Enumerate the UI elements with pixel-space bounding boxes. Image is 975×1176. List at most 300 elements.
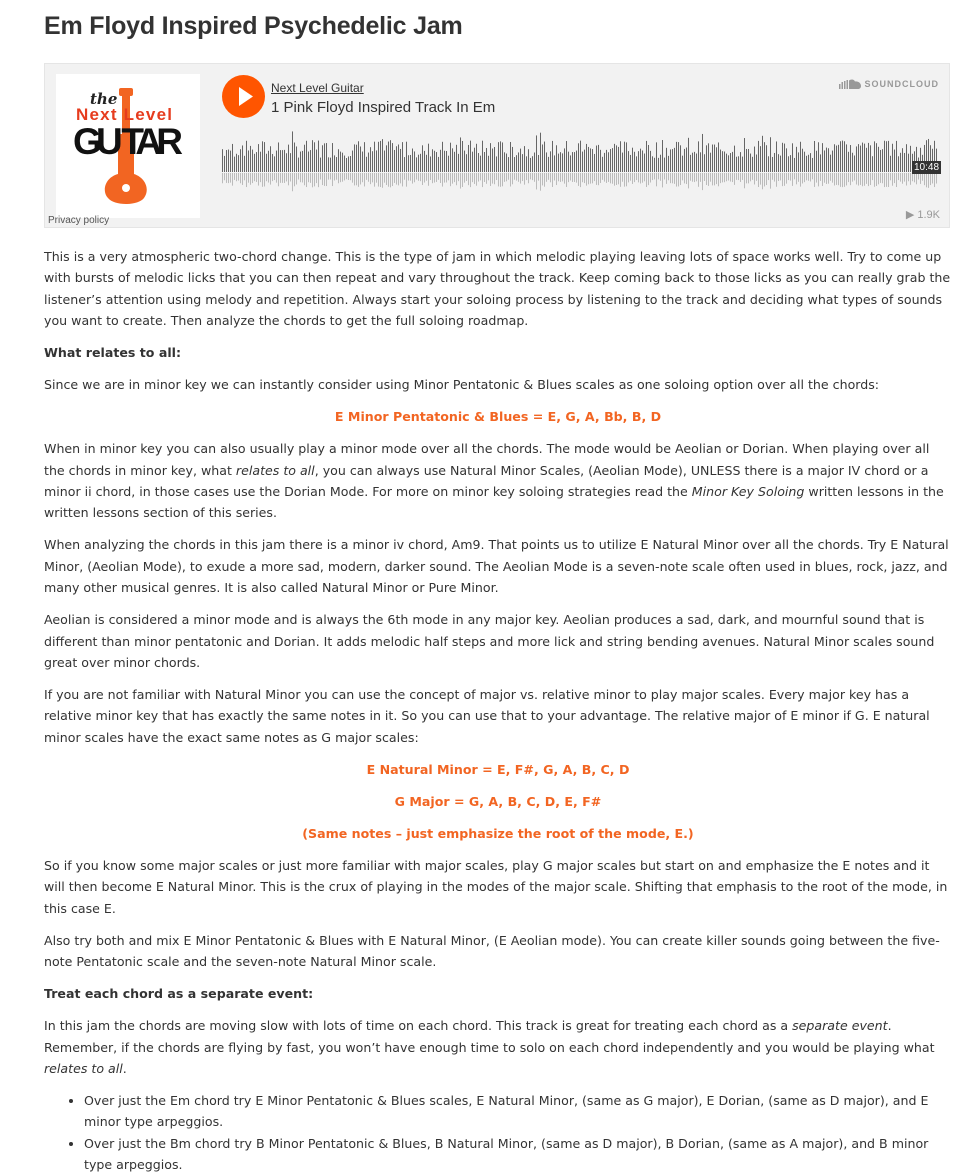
waveform[interactable]: [222, 128, 942, 192]
waveform-bar: [616, 145, 617, 172]
waveform-reflection-bar: [618, 173, 619, 184]
waveform-bar: [448, 156, 449, 172]
waveform-reflection-bar: [448, 173, 449, 180]
waveform-reflection-bar: [828, 173, 829, 184]
waveform-reflection-bar: [608, 173, 609, 182]
waveform-reflection-bar: [822, 173, 823, 186]
waveform-bar: [834, 144, 835, 172]
waveform-reflection-bar: [404, 173, 405, 180]
waveform-reflection-bar: [456, 173, 457, 185]
waveform-reflection-bar: [480, 173, 481, 180]
waveform-reflection-bar: [282, 173, 283, 183]
waveform-bar: [310, 150, 311, 172]
waveform-bar: [842, 141, 843, 172]
waveform-reflection-bar: [746, 173, 747, 183]
waveform-reflection-bar: [630, 173, 631, 181]
waveform-bar: [284, 150, 285, 172]
waveform-bar: [492, 149, 493, 172]
waveform-bar: [436, 152, 437, 172]
waveform-reflection-bar: [824, 173, 825, 183]
waveform-bar: [382, 139, 383, 172]
waveform-reflection-bar: [536, 173, 537, 189]
track-artwork[interactable]: [56, 74, 200, 218]
waveform-reflection-bar: [576, 173, 577, 183]
waveform-reflection-bar: [852, 173, 853, 182]
waveform-reflection-bar: [868, 173, 869, 186]
waveform-reflection-bar: [336, 173, 337, 180]
waveform-reflection-bar: [834, 173, 835, 185]
waveform-bar: [402, 142, 403, 172]
waveform-bar: [778, 154, 779, 172]
soundcloud-icon: [839, 79, 861, 89]
waveform-bar: [446, 151, 447, 172]
waveform-reflection-bar: [740, 173, 741, 182]
waveform-bar: [314, 142, 315, 172]
waveform-bar: [588, 147, 589, 172]
waveform-reflection-bar: [236, 173, 237, 181]
list-item: • Over just the Em chord try E Minor Pentatonic & Blues scales, E Natural Minor, (same as G major), E Dorian, (same as D major), and E minor type arpeggios.: [84, 1090, 952, 1133]
waveform-bar: [558, 154, 559, 172]
waveform-bar: [566, 141, 567, 172]
waveform-bar: [784, 144, 785, 172]
waveform-bar: [598, 145, 599, 172]
waveform-bar: [626, 142, 627, 172]
waveform-bar: [674, 148, 675, 172]
waveform-bar: [848, 152, 849, 172]
waveform-reflection-bar: [460, 173, 461, 189]
waveform-bar: [732, 152, 733, 172]
waveform-reflection-bar: [668, 173, 669, 180]
waveform-bar: [736, 157, 737, 172]
waveform-bar: [860, 146, 861, 172]
waveform-bar: [652, 156, 653, 172]
waveform-reflection-bar: [352, 173, 353, 183]
waveform-reflection-bar: [324, 173, 325, 186]
waveform-reflection-bar: [908, 173, 909, 181]
waveform-reflection-bar: [854, 173, 855, 180]
waveform-reflection-bar: [726, 173, 727, 181]
waveform-reflection-bar: [848, 173, 849, 182]
waveform-bar: [496, 156, 497, 172]
waveform-reflection-bar: [372, 173, 373, 182]
waveform-bar: [854, 155, 855, 172]
waveform-reflection-bar: [224, 173, 225, 180]
waveform-bar: [530, 158, 531, 172]
waveform-bar: [244, 156, 245, 172]
waveform-reflection-bar: [382, 173, 383, 188]
waveform-reflection-bar: [244, 173, 245, 180]
waveform-bar: [274, 156, 275, 172]
waveform-bar: [372, 151, 373, 172]
waveform-reflection-bar: [936, 173, 937, 184]
waveform-reflection-bar: [620, 173, 621, 187]
waveform-bar: [480, 156, 481, 172]
waveform-reflection-bar: [420, 173, 421, 181]
waveform-reflection-bar: [704, 173, 705, 181]
soundcloud-logo[interactable]: [839, 79, 940, 89]
waveform-reflection-bar: [752, 173, 753, 180]
waveform-bar: [840, 141, 841, 172]
waveform-reflection-bar: [408, 173, 409, 181]
waveform-bar: [792, 143, 793, 172]
waveform-bar: [246, 141, 247, 172]
text-span: , you can always use Natural Minor Scales, (Aeolian Mode), UNLESS there is a major IV chord or a minor ii chord, in those cases use the Dorian Mode. For more on minor key soloing strategies read the: [44, 462, 929, 500]
waveform-reflection-bar: [286, 173, 287, 181]
waveform-reflection-bar: [364, 173, 365, 186]
waveform-reflection-bar: [876, 173, 877, 186]
paragraph: Since we are in minor key we can instantly consider using Minor Pentatonic & Blues scales as one soloing option over all the chords:: [44, 377, 880, 393]
waveform-reflection-bar: [732, 173, 733, 182]
waveform-bar: [506, 154, 507, 172]
waveform-reflection-bar: [882, 173, 883, 183]
waveform-bar: [586, 144, 587, 172]
waveform-reflection-bar: [388, 173, 389, 187]
waveform-bar: [342, 153, 343, 172]
waveform-reflection-bar: [720, 173, 721, 183]
waveform-reflection-bar: [716, 173, 717, 184]
waveform-bar: [278, 142, 279, 172]
waveform-bar: [724, 152, 725, 172]
waveform-bar: [878, 147, 879, 172]
waveform-bar: [228, 150, 229, 172]
waveform-reflection-bar: [656, 173, 657, 186]
waveform-reflection-bar: [860, 173, 861, 185]
waveform-bar: [890, 156, 891, 172]
waveform-bar: [500, 141, 501, 172]
waveform-reflection-bar: [856, 173, 857, 184]
waveform-bar: [282, 150, 283, 172]
waveform-reflection-bar: [316, 173, 317, 183]
waveform-bar: [866, 148, 867, 172]
waveform-reflection-bar: [326, 173, 327, 186]
waveform-bar: [330, 158, 331, 172]
waveform-bar: [264, 142, 265, 172]
waveform-reflection-bar: [714, 173, 715, 185]
waveform-bar: [498, 142, 499, 172]
waveform-bar: [738, 156, 739, 172]
artist-link[interactable]: Next Level Guitar: [271, 81, 364, 95]
waveform-reflection-bar: [702, 173, 703, 190]
waveform-reflection-bar: [734, 173, 735, 185]
waveform-reflection-bar: [532, 173, 533, 180]
waveform-bar: [694, 152, 695, 172]
waveform-bar: [650, 151, 651, 172]
waveform-reflection-bar: [294, 173, 295, 186]
waveform-bar: [544, 142, 545, 172]
waveform-reflection-bar: [796, 173, 797, 184]
waveform-reflection-bar: [718, 173, 719, 186]
track-title[interactable]: 1 Pink Floyd Inspired Track In Em: [271, 99, 496, 116]
waveform-bar: [356, 145, 357, 172]
waveform-reflection-bar: [682, 173, 683, 180]
waveform-bar: [678, 142, 679, 172]
waveform-bar: [518, 152, 519, 172]
waveform-reflection-bar: [516, 173, 517, 181]
waveform-bar: [666, 148, 667, 172]
waveform-bar: [706, 145, 707, 172]
waveform-bar: [408, 155, 409, 172]
waveform-reflection-bar: [414, 173, 415, 182]
waveform-reflection-bar: [274, 173, 275, 180]
waveform-reflection-bar: [512, 173, 513, 184]
waveform-bar: [470, 141, 471, 172]
waveform-reflection-bar: [380, 173, 381, 187]
paragraph: This is a very atmospheric two-chord change. This is the type of jam in which melodic playing leaving lots of space works well. Try to come up with bursts of melodic licks that you can then repeat and vary throughout the track. Keep coming back to those licks as you can really grab the listener’s attention using melody and repetition. Always start your soloing process by listening to the track and deciding what types of sounds you want to create. Then analyze the chords to get the full soloing roadmap.: [44, 249, 951, 329]
waveform-reflection-bar: [522, 173, 523, 181]
waveform-bar: [296, 146, 297, 172]
waveform-bar: [428, 144, 429, 172]
waveform-reflection-bar: [634, 173, 635, 182]
waveform-reflection-bar: [574, 173, 575, 182]
waveform-reflection-bar: [776, 173, 777, 187]
waveform-bar: [286, 153, 287, 172]
waveform-bar: [554, 155, 555, 172]
waveform-bar: [902, 148, 903, 172]
waveform-reflection-bar: [478, 173, 479, 182]
waveform-bar: [858, 144, 859, 172]
waveform-reflection-bar: [676, 173, 677, 187]
waveform-bar: [796, 147, 797, 172]
waveform-reflection-bar: [722, 173, 723, 182]
waveform-reflection-bar: [446, 173, 447, 182]
waveform-reflection-bar: [658, 173, 659, 179]
waveform-reflection-bar: [932, 173, 933, 183]
waveform-bar: [420, 154, 421, 172]
waveform-reflection-bar: [518, 173, 519, 182]
waveform-bar: [762, 136, 763, 172]
play-icon: [222, 75, 265, 118]
waveform-bar: [772, 157, 773, 172]
waveform-reflection-bar: [660, 173, 661, 181]
waveform-reflection-bar: [332, 173, 333, 186]
waveform-reflection-bar: [524, 173, 525, 185]
waveform-bar: [320, 158, 321, 172]
waveform-bar: [412, 149, 413, 172]
waveform-bar: [234, 157, 235, 172]
waveform-reflection-bar: [808, 173, 809, 181]
waveform-bar: [698, 141, 699, 172]
waveform-reflection-bar: [246, 173, 247, 187]
waveform-reflection-bar: [546, 173, 547, 182]
waveform-bar: [556, 145, 557, 172]
waveform-bar: [672, 149, 673, 172]
waveform-reflection-bar: [288, 173, 289, 185]
waveform-reflection-bar: [302, 173, 303, 182]
waveform-reflection-bar: [774, 173, 775, 182]
waveform-bar: [466, 154, 467, 172]
waveform-bar: [800, 142, 801, 172]
waveform-bar: [640, 149, 641, 172]
waveform-bar: [716, 147, 717, 172]
waveform-bar: [608, 152, 609, 172]
waveform-reflection-bar: [432, 173, 433, 183]
privacy-policy-link[interactable]: Privacy policy: [48, 215, 110, 226]
waveform-reflection-bar: [846, 173, 847, 185]
waveform-reflection-bar: [528, 173, 529, 183]
waveform-reflection-bar: [786, 173, 787, 184]
waveform-reflection-bar: [930, 173, 931, 185]
waveform-bar: [542, 144, 543, 172]
waveform-reflection-bar: [664, 173, 665, 179]
waveform-reflection-bar: [738, 173, 739, 180]
waveform-bar: [572, 152, 573, 172]
waveform-bar: [770, 137, 771, 172]
waveform-bar: [546, 152, 547, 172]
waveform-reflection-bar: [358, 173, 359, 187]
waveform-reflection-bar: [794, 173, 795, 179]
waveform-reflection-bar: [788, 173, 789, 180]
waveform-reflection-bar: [706, 173, 707, 185]
waveform-reflection-bar: [538, 173, 539, 181]
waveform-bar: [600, 150, 601, 172]
waveform-bar: [338, 149, 339, 172]
waveform-bar: [432, 149, 433, 172]
waveform-bar: [610, 149, 611, 172]
waveform-reflection-bar: [412, 173, 413, 184]
waveform-reflection-bar: [578, 173, 579, 186]
waveform-bar: [574, 152, 575, 172]
waveform-reflection-bar: [438, 173, 439, 180]
waveform-bar: [390, 140, 391, 172]
waveform-bar: [242, 145, 243, 172]
waveform-bar: [232, 144, 233, 172]
waveform-reflection-bar: [256, 173, 257, 182]
waveform-bar: [524, 146, 525, 172]
waveform-bar: [328, 157, 329, 172]
waveform-reflection-bar: [666, 173, 667, 184]
waveform-bar: [590, 148, 591, 172]
waveform-bar: [788, 156, 789, 172]
waveform-bar: [888, 141, 889, 172]
waveform-reflection-bar: [272, 173, 273, 181]
waveform-reflection-bar: [514, 173, 515, 180]
waveform-bar: [764, 142, 765, 172]
waveform-reflection-bar: [510, 173, 511, 187]
waveform-reflection-bar: [624, 173, 625, 187]
waveform-reflection-bar: [402, 173, 403, 186]
waveform-bar: [810, 153, 811, 172]
waveform-reflection-bar: [254, 173, 255, 181]
waveform-reflection-bar: [610, 173, 611, 183]
waveform-reflection-bar: [340, 173, 341, 182]
waveform-bar: [260, 152, 261, 172]
waveform-reflection-bar: [466, 173, 467, 181]
waveform-bar: [708, 143, 709, 172]
waveform-bar: [872, 156, 873, 172]
waveform-bar: [560, 152, 561, 172]
waveform-bar: [456, 145, 457, 172]
waveform-reflection-bar: [770, 173, 771, 189]
emphasis: relates to all: [44, 1060, 123, 1076]
waveform-reflection-bar: [636, 173, 637, 180]
waveform-bar: [238, 155, 239, 172]
waveform-bar: [850, 145, 851, 172]
waveform-reflection-bar: [270, 173, 271, 185]
waveform-bar: [516, 155, 517, 172]
waveform-bar: [676, 142, 677, 172]
waveform-bar: [442, 142, 443, 172]
waveform-bar: [776, 141, 777, 172]
waveform-bar: [520, 149, 521, 172]
waveform-bar: [802, 149, 803, 172]
waveform-bar: [660, 155, 661, 172]
waveform-bar: [638, 151, 639, 172]
waveform-reflection-bar: [350, 173, 351, 180]
waveform-bar: [668, 156, 669, 172]
waveform-reflection-bar: [792, 173, 793, 186]
waveform-reflection-bar: [374, 173, 375, 187]
waveform-bar: [712, 144, 713, 172]
waveform-bar: [718, 142, 719, 172]
waveform-reflection-bar: [814, 173, 815, 187]
waveform-bar: [580, 141, 581, 172]
play-button[interactable]: [222, 75, 265, 118]
waveform-reflection-bar: [242, 173, 243, 185]
waveform-reflection-bar: [290, 173, 291, 181]
waveform-bar: [468, 145, 469, 172]
waveform-reflection-bar: [810, 173, 811, 181]
waveform-reflection-bar: [568, 173, 569, 182]
waveform-bar: [644, 154, 645, 172]
waveform-bar: [414, 151, 415, 172]
waveform-reflection-bar: [434, 173, 435, 183]
waveform-bar: [658, 158, 659, 172]
waveform-reflection-bar: [520, 173, 521, 184]
waveform-reflection-bar: [308, 173, 309, 182]
waveform-bar: [680, 145, 681, 172]
waveform-bar: [688, 138, 689, 172]
waveform-reflection-bar: [394, 173, 395, 183]
waveform-reflection-bar: [396, 173, 397, 185]
waveform-bar: [404, 157, 405, 172]
text-span: .: [122, 1060, 127, 1076]
waveform-bar: [370, 147, 371, 172]
waveform-reflection-bar: [410, 173, 411, 181]
waveform-bar: [386, 145, 387, 172]
waveform-reflection-bar: [368, 173, 369, 182]
waveform-bar: [562, 153, 563, 172]
waveform-reflection-bar: [554, 173, 555, 180]
waveform-reflection-bar: [758, 173, 759, 187]
waveform-bar: [270, 146, 271, 172]
waveform-bar: [360, 146, 361, 172]
waveform-bar: [782, 143, 783, 172]
waveform-reflection-bar: [422, 173, 423, 185]
waveform-reflection-bar: [586, 173, 587, 186]
waveform-reflection-bar: [650, 173, 651, 183]
waveform-reflection-bar: [400, 173, 401, 183]
waveform-bar: [426, 155, 427, 172]
waveform-bar: [490, 143, 491, 172]
waveform-bar: [682, 156, 683, 172]
waveform-bar: [230, 151, 231, 172]
waveform-bar: [388, 142, 389, 172]
waveform-reflection-bar: [696, 173, 697, 181]
waveform-bar: [306, 141, 307, 172]
waveform-bar: [276, 151, 277, 172]
waveform-reflection-bar: [894, 173, 895, 183]
waveform-reflection-bar: [338, 173, 339, 183]
waveform-bar: [240, 149, 241, 172]
waveform-bar: [594, 154, 595, 172]
waveform-bar: [532, 156, 533, 172]
waveform-reflection-bar: [418, 173, 419, 181]
track-duration: 10:48: [914, 162, 940, 173]
waveform-bar: [418, 155, 419, 172]
waveform-reflection-bar: [252, 173, 253, 183]
waveform-reflection-bar: [330, 173, 331, 179]
play-count-icon: ▶: [905, 209, 915, 221]
